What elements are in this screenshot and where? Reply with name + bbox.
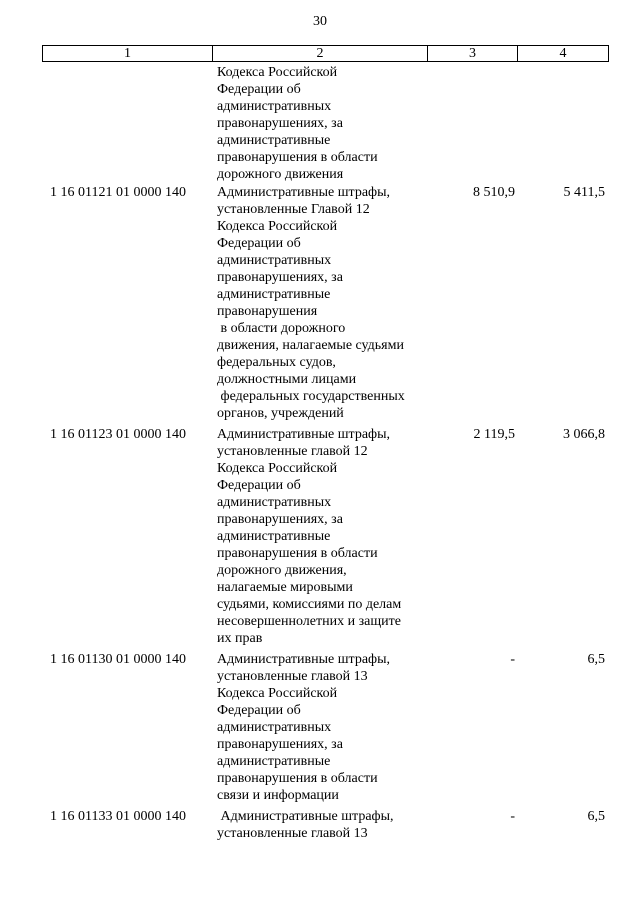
text-line: установленные главой 12 bbox=[217, 444, 368, 459]
row-col3: - bbox=[510, 809, 515, 824]
text-line: федеральных государственных bbox=[217, 389, 405, 404]
row-col3: 2 119,5 bbox=[473, 427, 515, 442]
text-line: административных bbox=[217, 253, 332, 268]
text-line: правонарушениях, за bbox=[217, 270, 343, 285]
text-line: Федерации об bbox=[217, 82, 301, 97]
text-line: Кодекса Российской bbox=[217, 461, 338, 476]
text-line: правонарушениях, за bbox=[217, 737, 343, 752]
header-col-4: 4 bbox=[518, 45, 609, 62]
text-line: Федерации об bbox=[217, 236, 301, 251]
text-line: связи и информации bbox=[217, 788, 339, 803]
text-line: правонарушениях, за bbox=[217, 512, 343, 527]
row-col4: 6,5 bbox=[587, 652, 605, 667]
text-line: административные bbox=[217, 529, 331, 544]
text-line: Кодекса Российской bbox=[217, 65, 338, 80]
text-line: административные bbox=[217, 754, 331, 769]
text-line: Кодекса Российской bbox=[217, 686, 338, 701]
row-col4: 3 066,8 bbox=[563, 427, 605, 442]
text-line: административные bbox=[217, 287, 331, 302]
text-line: судьями, комиссиями по делам bbox=[217, 597, 402, 612]
row-code: 1 16 01123 01 0000 140 bbox=[50, 427, 186, 442]
text-line: административных bbox=[217, 99, 332, 114]
text-line: несовершеннолетних и защите bbox=[217, 614, 401, 629]
text-line: дорожного движения, bbox=[217, 563, 347, 578]
row-col4: 5 411,5 bbox=[563, 185, 605, 200]
row-code: 1 16 01133 01 0000 140 bbox=[50, 809, 186, 824]
header-col-3: 3 bbox=[428, 45, 518, 62]
text-line: административные bbox=[217, 133, 331, 148]
header-col-1: 1 bbox=[42, 45, 213, 62]
text-line: установленные главой 13 bbox=[217, 826, 368, 841]
text-line: Административные штрафы, bbox=[217, 652, 391, 667]
text-line: правонарушения bbox=[217, 304, 318, 319]
text-line: налагаемые мировыми bbox=[217, 580, 353, 595]
text-line: федеральных судов, bbox=[217, 355, 336, 370]
text-line: установленные главой 13 bbox=[217, 669, 368, 684]
text-line: органов, учреждений bbox=[217, 406, 344, 421]
row-col4: 6,5 bbox=[587, 809, 605, 824]
text-line: правонарушения в области bbox=[217, 771, 378, 786]
text-line: правонарушения в области bbox=[217, 150, 378, 165]
row-col3: 8 510,9 bbox=[473, 185, 515, 200]
text-line: движения, налагаемые судьями bbox=[217, 338, 404, 353]
text-line: их прав bbox=[217, 631, 263, 646]
text-line: установленные Главой 12 bbox=[217, 202, 370, 217]
row-code: 1 16 01130 01 0000 140 bbox=[50, 652, 186, 667]
header-col-2: 2 bbox=[213, 45, 428, 62]
text-line: должностными лицами bbox=[217, 372, 357, 387]
row-code: 1 16 01121 01 0000 140 bbox=[50, 185, 186, 200]
page-number: 30 bbox=[313, 14, 327, 29]
text-line: административных bbox=[217, 720, 332, 735]
text-line: в области дорожного bbox=[217, 321, 346, 336]
text-line: Административные штрафы, bbox=[217, 809, 394, 824]
text-line: Административные штрафы, bbox=[217, 185, 391, 200]
text-line: правонарушения в области bbox=[217, 546, 378, 561]
text-line: Федерации об bbox=[217, 703, 301, 718]
text-line: административных bbox=[217, 495, 332, 510]
text-line: Федерации об bbox=[217, 478, 301, 493]
text-line: дорожного движения bbox=[217, 167, 344, 182]
text-line: Административные штрафы, bbox=[217, 427, 391, 442]
text-line: Кодекса Российской bbox=[217, 219, 338, 234]
table-header bbox=[42, 45, 609, 62]
text-line: правонарушениях, за bbox=[217, 116, 343, 131]
row-col3: - bbox=[510, 652, 515, 667]
